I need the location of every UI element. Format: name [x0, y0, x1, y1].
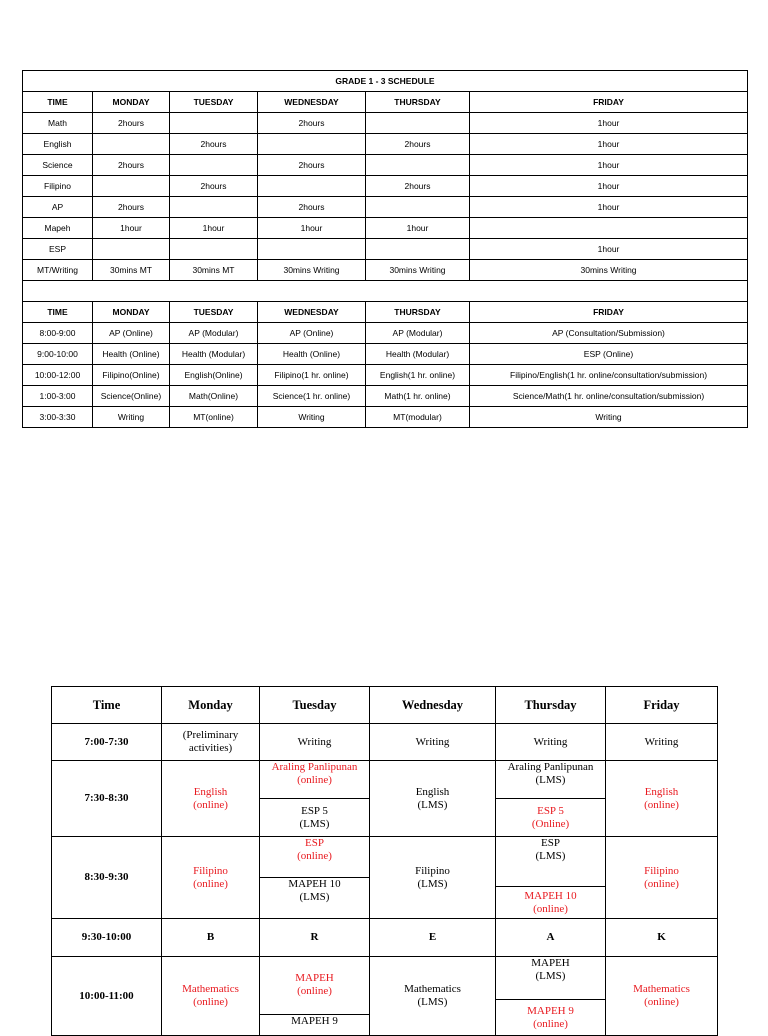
subject-label: ESP 5	[537, 804, 564, 817]
schedule-title: GRADE 1 - 3 SCHEDULE	[23, 71, 748, 92]
table-cell: Writing	[258, 407, 366, 428]
spacer-cell	[23, 281, 748, 302]
table-row	[23, 218, 748, 239]
split-bottom	[260, 878, 369, 918]
split-cell	[260, 837, 370, 919]
mode-label: (online)	[193, 877, 228, 890]
table-cell	[370, 837, 496, 919]
split-top	[260, 837, 369, 878]
table-cell: 1hour	[470, 197, 748, 218]
table-cell: Writing	[93, 407, 170, 428]
table-cell: Health (Online)	[93, 344, 170, 365]
subject-label: Filipino	[415, 864, 450, 877]
header-cell: FRIDAY	[470, 92, 748, 113]
table-cell: Writing	[496, 724, 606, 761]
mode-label: (Online)	[531, 817, 570, 830]
header-cell: Thursday	[496, 687, 606, 724]
subject-label: Filipino	[193, 864, 228, 877]
split-top	[260, 761, 369, 799]
header-cell: Friday	[606, 687, 718, 724]
subject-label: English	[193, 785, 228, 798]
spacer-row	[23, 281, 748, 302]
table-cell: 1hour	[470, 134, 748, 155]
table-row	[23, 365, 748, 386]
header-cell: Time	[52, 687, 162, 724]
split-top	[496, 837, 605, 887]
table-cell: English(1 hr. online)	[366, 365, 470, 386]
mode-label: (online)	[644, 996, 679, 1008]
table-cell: 1hour	[470, 155, 748, 176]
table-cell: MT(online)	[170, 407, 258, 428]
subject-label: Mathematics	[182, 983, 239, 995]
time-cell: 10:00-11:00	[52, 957, 162, 1036]
header-cell: THURSDAY	[366, 92, 470, 113]
table-cell: 30mins MT	[93, 260, 170, 281]
table-cell	[258, 176, 366, 197]
weekly-class-schedule-table	[51, 686, 718, 1036]
table-cell: ESP	[23, 239, 93, 260]
mode-label: (LMS)	[535, 850, 566, 862]
header-cell: Tuesday	[260, 687, 370, 724]
table-cell: 1hour	[366, 218, 470, 239]
split-cell	[496, 761, 606, 837]
table-cell: MT/Writing	[23, 260, 93, 281]
table-cell: AP (Consultation/Submission)	[470, 323, 748, 344]
mode-label: (online)	[644, 798, 679, 811]
subject-label: ESP	[541, 837, 560, 849]
table-cell: 2hours	[258, 197, 366, 218]
mode-label: (online)	[297, 850, 332, 862]
table-cell: 2hours	[93, 197, 170, 218]
table-row	[23, 407, 748, 428]
table-row	[23, 176, 748, 197]
table-row	[23, 260, 748, 281]
header-cell: TUESDAY	[170, 302, 258, 323]
table-cell: 1hour	[170, 218, 258, 239]
subject-label: ESP	[305, 837, 324, 849]
subject-label: Araling Panlipunan	[271, 761, 358, 773]
split-bottom	[496, 799, 605, 836]
table-cell: 10:00-12:00	[23, 365, 93, 386]
table-cell: 30mins Writing	[470, 260, 748, 281]
subject-label: Mathematics	[404, 983, 461, 995]
table-cell: B	[162, 919, 260, 957]
table-cell: 1hour	[470, 239, 748, 260]
table-cell: 1hour	[93, 218, 170, 239]
mode-label: (LMS)	[417, 877, 448, 890]
table-cell: 2hours	[258, 155, 366, 176]
table-cell: Writing	[606, 724, 718, 761]
table-cell: 1:00-3:00	[23, 386, 93, 407]
split-cell	[260, 761, 370, 837]
table-cell	[258, 134, 366, 155]
table-cell: Filipino	[23, 176, 93, 197]
table-cell: Health (Online)	[258, 344, 366, 365]
mode-label: (online)	[644, 877, 679, 890]
table-cell: (Preliminary activities)	[162, 724, 260, 761]
subject-label: MAPEH 10	[524, 889, 577, 902]
split-top	[496, 957, 605, 1000]
header-cell: MONDAY	[93, 302, 170, 323]
mode-label: (LMS)	[535, 774, 566, 786]
mode-label: (online)	[297, 774, 332, 786]
table-cell: AP (Modular)	[170, 323, 258, 344]
subject-label: English	[644, 785, 679, 798]
header-cell: Wednesday	[370, 687, 496, 724]
mode-label: (online)	[193, 798, 228, 811]
table-cell	[170, 113, 258, 134]
table-row	[52, 837, 718, 919]
break-row	[52, 919, 718, 957]
table-row	[23, 323, 748, 344]
table-cell: 30mins MT	[170, 260, 258, 281]
subject-label: Araling Panlipunan	[507, 761, 594, 773]
table-cell	[93, 239, 170, 260]
subject-label: MAPEH	[295, 972, 334, 985]
split-cell	[496, 837, 606, 919]
table-cell: 2hours	[366, 134, 470, 155]
table-cell: 2hours	[258, 113, 366, 134]
mode-label: (online)	[533, 1017, 568, 1030]
table-cell: English(Online)	[170, 365, 258, 386]
table-row	[52, 724, 718, 761]
table-cell	[93, 176, 170, 197]
mode-label: (online)	[193, 996, 228, 1008]
table-cell: MT(modular)	[366, 407, 470, 428]
header-cell: TIME	[23, 92, 93, 113]
split-top	[260, 957, 369, 1015]
table-cell: Science	[23, 155, 93, 176]
table-cell: K	[606, 919, 718, 957]
table-cell: 30mins Writing	[258, 260, 366, 281]
table-cell: 2hours	[170, 176, 258, 197]
table-cell	[258, 239, 366, 260]
table-cell: Math(Online)	[170, 386, 258, 407]
split-bottom	[496, 1000, 605, 1035]
table-cell: 1hour	[258, 218, 366, 239]
subject-label: MAPEH 9	[291, 1014, 338, 1027]
time-cell: 8:30-9:30	[52, 837, 162, 919]
table-cell: AP (Modular)	[366, 323, 470, 344]
header-row	[52, 687, 718, 724]
table-row	[52, 761, 718, 837]
header-cell: TIME	[23, 302, 93, 323]
table-row	[23, 113, 748, 134]
table-row	[23, 134, 748, 155]
table-cell: 2hours	[170, 134, 258, 155]
header-cell: FRIDAY	[470, 302, 748, 323]
header-cell: Monday	[162, 687, 260, 724]
time-cell: 9:30-10:00	[52, 919, 162, 957]
split-bottom	[260, 1015, 369, 1035]
table-cell: AP (Online)	[258, 323, 366, 344]
table-cell: Science(1 hr. online)	[258, 386, 366, 407]
table-cell	[170, 197, 258, 218]
table-cell	[170, 155, 258, 176]
mode-label: (online)	[297, 985, 332, 998]
table-cell	[606, 837, 718, 919]
table-cell: Health (Modular)	[170, 344, 258, 365]
subject-label: MAPEH 9	[527, 1004, 574, 1017]
split-top	[496, 761, 605, 799]
table-cell: 8:00-9:00	[23, 323, 93, 344]
header-cell: WEDNESDAY	[258, 92, 366, 113]
table-cell	[162, 761, 260, 837]
table-cell	[366, 155, 470, 176]
table-cell: 2hours	[366, 176, 470, 197]
table-row	[23, 155, 748, 176]
table-row	[23, 239, 748, 260]
mode-label: (online)	[533, 902, 568, 915]
subject-label: MAPEH 10	[288, 878, 341, 890]
table-cell: Writing	[370, 724, 496, 761]
header-cell: THURSDAY	[366, 302, 470, 323]
table-row	[23, 344, 748, 365]
table-cell: 1hour	[470, 113, 748, 134]
table-cell: A	[496, 919, 606, 957]
table-cell: Filipino(Online)	[93, 365, 170, 386]
table-cell: English	[23, 134, 93, 155]
time-cell: 7:00-7:30	[52, 724, 162, 761]
table-cell	[162, 837, 260, 919]
table-cell: 9:00-10:00	[23, 344, 93, 365]
split-bottom	[496, 887, 605, 918]
header-row	[23, 302, 748, 323]
mode-label: (LMS)	[535, 970, 566, 982]
subject-label: Mathematics	[633, 983, 690, 995]
subject-label: English	[415, 785, 450, 798]
table-cell: Filipino/English(1 hr. online/consultation/submission)	[470, 365, 748, 386]
table-cell	[170, 239, 258, 260]
split-bottom	[260, 799, 369, 836]
header-cell: WEDNESDAY	[258, 302, 366, 323]
header-row	[23, 92, 748, 113]
table-cell	[93, 134, 170, 155]
mode-label: (LMS)	[417, 798, 448, 811]
header-cell: TUESDAY	[170, 92, 258, 113]
table-cell: Mapeh	[23, 218, 93, 239]
table-cell	[370, 761, 496, 837]
table-cell: 2hours	[93, 155, 170, 176]
table-cell: Science/Math(1 hr. online/consultation/submission)	[470, 386, 748, 407]
table-cell	[366, 113, 470, 134]
table-cell: Math	[23, 113, 93, 134]
grade-schedule-table	[22, 70, 748, 428]
mode-label: (LMS)	[299, 817, 330, 830]
table-cell: 2hours	[93, 113, 170, 134]
table-cell: AP (Online)	[93, 323, 170, 344]
subject-label: MAPEH	[531, 957, 570, 969]
table-cell: Filipino(1 hr. online)	[258, 365, 366, 386]
table-cell	[606, 761, 718, 837]
table-cell	[366, 239, 470, 260]
table-cell: Writing	[260, 724, 370, 761]
table-row	[23, 386, 748, 407]
subject-label: ESP 5	[301, 804, 328, 817]
table-cell: Math(1 hr. online)	[366, 386, 470, 407]
mode-label: (LMS)	[417, 996, 448, 1008]
table-cell: Health (Modular)	[366, 344, 470, 365]
table-cell: E	[370, 919, 496, 957]
table-cell: 3:00-3:30	[23, 407, 93, 428]
table-cell: Science(Online)	[93, 386, 170, 407]
table-cell: AP	[23, 197, 93, 218]
table-cell: 1hour	[470, 176, 748, 197]
mode-label: (LMS)	[299, 891, 330, 903]
time-cell: 7:30-8:30	[52, 761, 162, 837]
table-cell	[470, 218, 748, 239]
table-cell: 30mins Writing	[366, 260, 470, 281]
table-cell: Writing	[470, 407, 748, 428]
table-cell: R	[260, 919, 370, 957]
header-cell: MONDAY	[93, 92, 170, 113]
table-cell: ESP (Online)	[470, 344, 748, 365]
subject-label: Filipino	[644, 864, 679, 877]
table-cell	[366, 197, 470, 218]
table-row	[23, 197, 748, 218]
